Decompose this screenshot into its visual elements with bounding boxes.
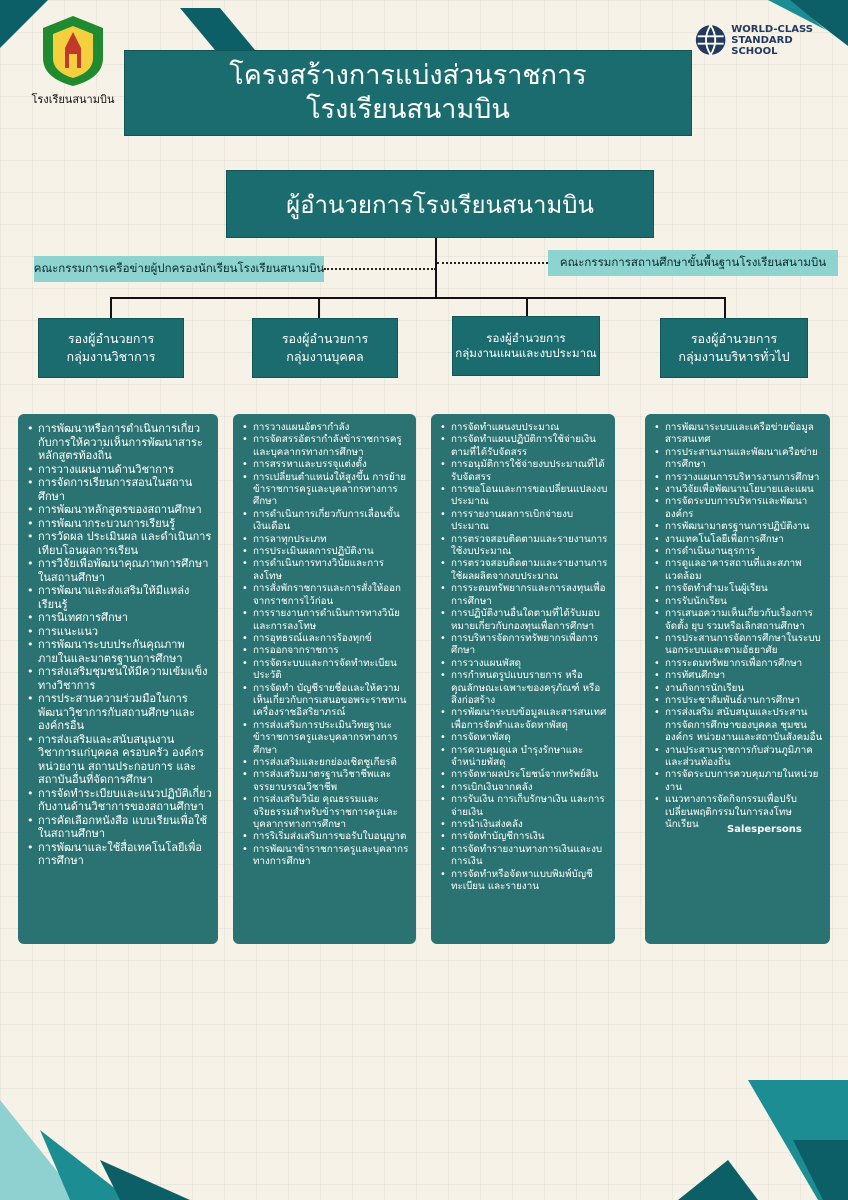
wcs-logo-line2: STANDARD SCHOOL xyxy=(731,34,793,57)
duty-item: • การทัศนศึกษา xyxy=(651,670,824,682)
duty-item: • การดูแลอาคารสถานที่และสภาพแวดล้อม xyxy=(651,558,824,583)
duty-item: • การจัดระบบและการจัดทำทะเบียนประวัติ xyxy=(239,658,410,683)
school-logo xyxy=(30,12,116,110)
duty-item: • การวิจัยเพื่อพัฒนาคุณภาพการศึกษาในสถานศึกษา xyxy=(24,557,212,584)
duty-item: • การจัดทำแผนงบประมาณ xyxy=(437,422,609,434)
deputy-personnel xyxy=(252,318,398,378)
duty-item: • การประเมินผลการปฏิบัติงาน xyxy=(239,546,410,558)
branch-line-2 xyxy=(318,297,320,319)
duty-item: • การดำเนินการทางวินัยและการลงโทษ xyxy=(239,558,410,583)
duty-item: • การจัดทำระเบียบและแนวปฏิบัติเกี่ยวกับงานด้านวิชาการของสถานศึกษา xyxy=(24,787,212,814)
title-line2: โรงเรียนสนามบิน xyxy=(306,94,510,125)
panel-personnel-duties xyxy=(233,414,416,944)
deputy-title: รองผู้อำนวยการ xyxy=(486,331,566,345)
duty-item: • การวางแผนอัตรากำลัง xyxy=(239,422,410,434)
deputy-title: รองผู้อำนวยการ xyxy=(281,331,369,346)
panel-general-admin-duties xyxy=(645,414,830,944)
duty-item: • การออกจากราชการ xyxy=(239,645,410,657)
duty-item: • การระดมทรัพยากรเพื่อการศึกษา xyxy=(651,658,824,670)
wcs-logo-line1: WORLD-CLASS xyxy=(731,23,813,35)
duty-item: • การจัดหาพัสดุ xyxy=(437,732,609,744)
duty-item: • การแนะแนว xyxy=(24,625,212,639)
duty-item: • การส่งเสริมวินัย คุณธรรมและจริยธรรมสำหรับข้าราชการครูและบุคลากรทางการศึกษา xyxy=(239,794,410,831)
duty-item: • งานกิจการนักเรียน xyxy=(651,683,824,695)
duty-item: • การพัฒนาและส่งเสริมให้มีแหล่งเรียนรู้ xyxy=(24,584,212,611)
duty-list xyxy=(651,422,824,831)
duty-item: • การพัฒนากระบวนการเรียนรู้ xyxy=(24,517,212,531)
director-label: ผู้อำนวยการโรงเรียนสนามบิน xyxy=(286,190,594,219)
branch-line-1 xyxy=(110,297,112,319)
duty-item: • การดำเนินการเกี่ยวกับการเลื่อนขั้นเงินเดือน xyxy=(239,509,410,534)
duty-item: • การพัฒนาหลักสูตรของสถานศึกษา xyxy=(24,503,212,517)
duty-item: • การจัดระบบการบริหารและพัฒนาองค์กร xyxy=(651,496,824,521)
duty-item: • การส่งเสริมชุมชนให้มีความเข้มแข็งทางวิชาการ xyxy=(24,665,212,692)
duty-item: • การวางแผนงานด้านวิชาการ xyxy=(24,463,212,477)
duty-list xyxy=(239,422,410,869)
duty-item: • การพัฒนาและใช้สื่อเทคโนโลยีเพื่อการศึกษา xyxy=(24,841,212,868)
committee-basic-education xyxy=(548,250,838,276)
branch-horizontal-line xyxy=(110,297,726,299)
duty-item: • การขอโอนและการขอเปลี่ยนแปลงงบประมาณ xyxy=(437,484,609,509)
branch-line-4 xyxy=(724,297,726,319)
duty-item: • การเบิกเงินจากคลัง xyxy=(437,782,609,794)
globe-icon xyxy=(694,22,727,58)
duty-item: • งานวิจัยเพื่อพัฒนานโยบายและแผน xyxy=(651,484,824,496)
corner-bottom-right-decoration xyxy=(618,1080,848,1200)
title-line1: โครงสร้างการแบ่งส่วนราชการ xyxy=(229,60,587,91)
school-logo-text: โรงเรียนสนามบิน xyxy=(31,93,115,106)
panel-academic-duties xyxy=(18,414,218,944)
page-title xyxy=(124,50,692,136)
duty-item: • งานประสานราชการกับส่วนภูมิภาคและส่วนท้องถิ่น xyxy=(651,745,824,770)
duty-item: • การประสานงานและพัฒนาเครือข่ายการศึกษา xyxy=(651,447,824,472)
duty-item: • การส่งเสริมมาตรฐานวิชาชีพและจรรยาบรรณวิชาชีพ xyxy=(239,769,410,794)
duty-item: • การริเริ่มส่งเสริมการขอรับใบอนุญาต xyxy=(239,831,410,843)
duty-item: • การระดมทรัพยากรและการลงทุนเพื่อการศึกษา xyxy=(437,583,609,608)
duty-item: • การจัดระบบการควบคุมภายในหน่วยงาน xyxy=(651,769,824,794)
duty-item: • การควบคุมดูแล บำรุงรักษาและจำหน่ายพัสดุ xyxy=(437,745,609,770)
duty-item: • การวัดผล ประเมินผล และดำเนินการเทียบโอนผลการเรียน xyxy=(24,530,212,557)
duty-item: • การวางแผนพัสดุ xyxy=(437,658,609,670)
corner-bottom-left-decoration xyxy=(0,1090,190,1200)
duty-item: • แนวทางการจัดกิจกรรมเพื่อปรับเปลี่ยนพฤติกรรมในการลงโทษนักเรียน xyxy=(651,794,824,831)
duty-item: • การจัดทำหรือจัดหาแบบพิมพ์บัญชีทะเบียน และรายงาน xyxy=(437,869,609,894)
duty-item: • การส่งเสริมการประเมินวิทยฐานะข้าราชการครูและบุคลากรทางการศึกษา xyxy=(239,720,410,757)
deputy-budget xyxy=(452,316,600,376)
duty-item: • การตรวจสอบติดตามและรายงานการใช้งบประมาณ xyxy=(437,534,609,559)
duty-item: • การรายงานการดำเนินการทางวินัยและการลงโทษ xyxy=(239,608,410,633)
duty-item: • การประสานความร่วมมือในการพัฒนาวิชาการกับสถานศึกษาและองค์กรอื่น xyxy=(24,692,212,733)
school-emblem-icon xyxy=(35,12,111,88)
duty-item: • การจัดทำรายงานทางการเงินและงบการเงิน xyxy=(437,844,609,869)
committee-right-label: คณะกรรมการสถานศึกษาขั้นพื้นฐานโรงเรียนสนามบิน xyxy=(559,255,827,269)
duty-item: • การสรรหาและบรรจุแต่งตั้ง xyxy=(239,459,410,471)
duty-item: • การวางแผนการบริหารงานการศึกษา xyxy=(651,472,824,484)
duty-item: • การจัดหาผลประโยชน์จากทรัพย์สิน xyxy=(437,769,609,781)
duty-item: • การอุทธรณ์และการร้องทุกข์ xyxy=(239,633,410,645)
duty-item: • การส่งเสริมและสนับสนุนงานวิชาการแก่บุคคล ครอบครัว องค์กร หน่วยงาน สถานประกอบการ และสถาบันอื่นที่จัดการศึกษา xyxy=(24,733,212,787)
duty-item: • การนำเงินส่งคลัง xyxy=(437,819,609,831)
world-class-logo xyxy=(694,12,834,68)
duty-item: • การพัฒนาระบบประกันคุณภาพภายในและมาตรฐานการศึกษา xyxy=(24,638,212,665)
branch-line-3 xyxy=(526,297,528,317)
duty-item: • การเปลี่ยนตำแหน่งให้สูงขึ้น การย้ายข้าราชการครูและบุคลากรทางการศึกษา xyxy=(239,472,410,509)
duty-item: • การพัฒนามาตรฐานการปฏิบัติงาน xyxy=(651,521,824,533)
deputy-academic xyxy=(38,318,184,378)
duty-list xyxy=(437,422,609,893)
duty-item: • การนิเทศการศึกษา xyxy=(24,611,212,625)
duty-item: • การกำหนดรูปแบบรายการ หรือคุณลักษณะเฉพาะของครุภัณฑ์ หรือสิ่งก่อสร้าง xyxy=(437,670,609,707)
duty-item: • การเสนอความเห็นเกี่ยวกับเรื่องการจัดตั้ง ยุบ รวมหรือเลิกสถานศึกษา xyxy=(651,608,824,633)
duty-item: • การพัฒนาข้าราชการครูและบุคลากรทางการศึกษา xyxy=(239,844,410,869)
deputy-department: กลุ่มงานวิชาการ xyxy=(66,349,156,364)
duty-item: • การปฏิบัติงานอื่นใดตามที่ได้รับมอบหมายเกี่ยวกับกองทุนเพื่อการศึกษา xyxy=(437,608,609,633)
deputy-title: รองผู้อำนวยการ xyxy=(67,331,155,346)
committee-left-connector xyxy=(324,268,436,270)
deputy-general-admin xyxy=(660,318,808,378)
director-box xyxy=(226,170,654,238)
duty-item: • การจัดทำแผนปฏิบัติการใช้จ่ายเงินตามที่ได้รับจัดสรร xyxy=(437,434,609,459)
duty-item: • การส่งเสริม สนับสนุนและประสานการจัดการศึกษาของบุคคล ชุมชน องค์กร หน่วยงานและสถาบันสังคมอื่น xyxy=(651,707,824,744)
duty-item: • การดำเนินงานธุรการ xyxy=(651,546,824,558)
duty-item: • การบริหารจัดการทรัพยากรเพื่อการศึกษา xyxy=(437,633,609,658)
duty-item: • การจัดทำ บัญชีรายชื่อและให้ความเห็นเกี่ยวกับการเสนอขอพระราชทานเครื่องราชอิสริยาภรณ์ xyxy=(239,683,410,720)
committee-left-label: คณะกรรมการเครือข่ายผู้ปกครองนักเรียนโรงเรียนสนามบิน xyxy=(33,261,325,275)
duty-item: • การคัดเลือกหนังสือ แบบเรียนเพื่อใช้ในสถานศึกษา xyxy=(24,814,212,841)
duty-item: • การพัฒนาระบบข้อมูลและสารสนเทศเพื่อการจัดทำและจัดหาพัสดุ xyxy=(437,707,609,732)
duty-item: • การสั่งพักราชการและการสั่งให้ออกจากราชการไว้ก่อน xyxy=(239,583,410,608)
deputy-department: กลุ่มงานแผนและงบประมาณ xyxy=(455,346,597,360)
duty-item: • การจัดการเรียนการสอนในสถานศึกษา xyxy=(24,476,212,503)
duty-list xyxy=(24,422,212,868)
committee-right-connector xyxy=(437,262,548,264)
duty-item: • งานเทคโนโลยีเพื่อการศึกษา xyxy=(651,534,824,546)
duty-item: • การพัฒนาระบบและเครือข่ายข้อมูลสารสนเทศ xyxy=(651,422,824,447)
duty-item: • การจัดทำบัญชีการเงิน xyxy=(437,831,609,843)
duty-item: • การรับนักเรียน xyxy=(651,596,824,608)
deputy-title: รองผู้อำนวยการ xyxy=(690,331,778,346)
watermark-text: Salespersons xyxy=(727,824,802,835)
duty-item: • การพัฒนาหรือการดำเนินการเกี่ยวกับการให้ความเห็นการพัฒนาสาระหลักสูตรท้องถิ่น xyxy=(24,422,212,463)
duty-item: • การรายงานผลการเบิกจ่ายงบประมาณ xyxy=(437,509,609,534)
duty-item: • การจัดสรรอัตรากำลังข้าราชการครูและบุคลากรทางการศึกษา xyxy=(239,434,410,459)
committee-parents-network xyxy=(34,256,324,282)
deputy-department: กลุ่มงานบุคคล xyxy=(286,349,364,364)
duty-item: • การลาทุกประเภท xyxy=(239,534,410,546)
duty-item: • การส่งเสริมและยกย่องเชิดชูเกียรติ xyxy=(239,757,410,769)
duty-item: • การอนุมัติการใช้จ่ายงบประมาณที่ได้รับจัดสรร xyxy=(437,459,609,484)
duty-item: • การจัดทำสำมะโนผู้เรียน xyxy=(651,583,824,595)
deputy-department: กลุ่มงานบริหารทั่วไป xyxy=(678,349,790,364)
duty-item: • การตรวจสอบติดตามและรายงานการใช้ผลผลิตจากงบประมาณ xyxy=(437,558,609,583)
duty-item: • การประสานการจัดการศึกษาในระบบ นอกระบบและตามอัธยาศัย xyxy=(651,633,824,658)
panel-budget-duties xyxy=(431,414,615,944)
duty-item: • การประชาสัมพันธ์งานการศึกษา xyxy=(651,695,824,707)
duty-item: • การรับเงิน การเก็บรักษาเงิน และการจ่ายเงิน xyxy=(437,794,609,819)
